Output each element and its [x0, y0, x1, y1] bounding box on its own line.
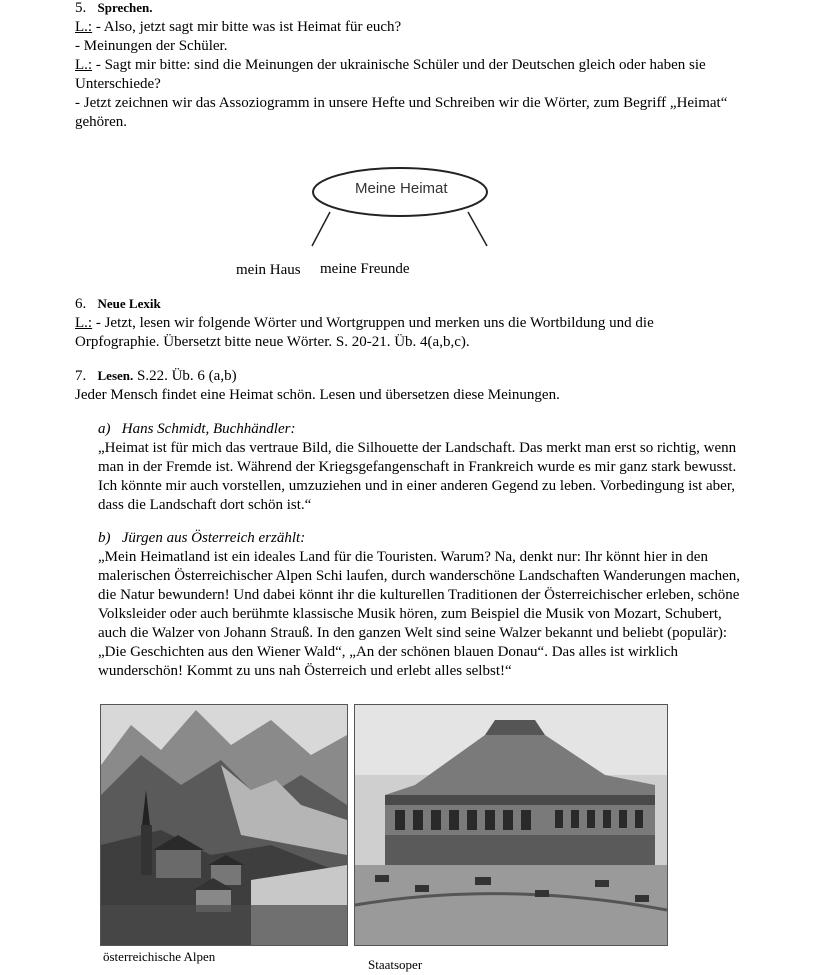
diagram-line-left	[312, 212, 330, 246]
staatsoper-photo	[354, 704, 668, 946]
association-diagram	[300, 160, 500, 255]
diagram-right-label: meine Freunde	[320, 261, 410, 277]
section-6-line-1: L.: - Jetzt, lesen wir folgende Wörter und Wortgruppen und merken uns die Wortbildung und die	[75, 315, 654, 331]
opinion-b-line-3: die Natur bewundern! Und dabei könnt ihr die kulturellen Traditionen der Österreichischer erleben, schöne	[98, 587, 740, 603]
section-5-heading	[75, 0, 153, 18]
opinion-b-line-1: „Mein Heimatland ist ein ideales Land für die Touristen. Warum? Na, denkt nur: Ihr könnt hier in den	[98, 549, 708, 565]
teacher-label: L.:	[75, 57, 93, 73]
section-5-line-5: - Jetzt zeichnen wir das Assoziogramm in unsere Hefte und Schreiben wir die Wörter, zum Begriff „Heimat“	[75, 95, 728, 111]
opinion-a-heading: a) Hans Schmidt, Buchhändler:	[98, 421, 296, 437]
section-7-intro: Jeder Mensch findet eine Heimat schön. Lesen und übersetzen diese Meinungen.	[75, 387, 560, 403]
diagram-left-label: mein Haus	[236, 262, 301, 278]
section-6-title: Neue Lexik	[97, 296, 161, 311]
opinion-b-line-7: wunderschön! Kommt zu uns nah Österreich und erlebt alles selbst!“	[98, 663, 512, 679]
section-5-title: Sprechen.	[97, 0, 153, 15]
opinion-b-line-6: „Die Geschichten aus den Wiener Wald“, „An der schönen blauen Donau“. Das alles ist wirklich	[98, 644, 678, 660]
opinion-b-heading: b) Jürgen aus Österreich erzählt:	[98, 530, 306, 546]
diagram-center-label: Meine Heimat	[355, 180, 448, 197]
section-6-heading	[75, 294, 161, 314]
section-7-heading	[75, 366, 237, 386]
section-7-title: Lesen.	[97, 368, 134, 383]
caption-staatsoper: Staatsoper	[368, 957, 423, 972]
opinion-b-line-4: Volksleider oder auch berühmte klassische Musik hören, zum Beispiel die Musik von Mozart, Schubert,	[98, 606, 722, 622]
opinion-b-line-2: malerischen Österreichischer Alpen Schi laufen, durch wanderschöne Landschaften Wanderungen machen,	[98, 568, 741, 584]
alps-photo	[100, 704, 348, 946]
opinion-a-line-4: dass die Landschaft dort schön ist.“	[98, 497, 312, 513]
teacher-label: L.:	[75, 315, 93, 331]
section-6-number: 6.	[75, 296, 87, 312]
section-5-line-6: gehören.	[75, 114, 128, 130]
caption-alps: österreichische Alpen	[103, 949, 216, 964]
section-5-line-3: L.: - Sagt mir bitte: sind die Meinungen der ukrainische Schüler und der Deutschen gleich oder haben sie	[75, 57, 706, 73]
section-5-line-1: L.: - Also, jetzt sagt mir bitte was ist Heimat für euch?	[75, 19, 402, 35]
section-5-line-4: Unterschiede?	[75, 76, 161, 92]
section-5-number: 5.	[75, 0, 87, 16]
opinion-b-line-5: auch die Walzer von Johann Strauß. In den ganzen Welt sind seine Walzer bekannt und beliebt (populär):	[98, 625, 728, 641]
opinion-a-line-2: man in der Fremde ist. Während der Kriegsgefangenschaft in Frankreich wurde es mir ganz stark bewusst.	[98, 459, 737, 475]
section-7-number: 7.	[75, 368, 87, 384]
diagram-line-right	[468, 212, 487, 246]
teacher-label: L.:	[75, 19, 93, 35]
section-7-reference: S.22. Üb. 6 (a,b)	[133, 368, 237, 384]
section-6-line-2: Orpfographie. Übersetzt bitte neue Wörter. S. 20-21. Üb. 4(a,b,c).	[75, 334, 470, 350]
section-5-line-2: - Meinungen der Schüler.	[75, 38, 228, 54]
opinion-a-line-3: Ich könnte mir auch vorstellen, umzuziehen und in einer anderen Gegend zu leben. Vorbedingung ist aber,	[98, 478, 735, 494]
opinion-a-line-1: „Heimat ist für mich das vertraue Bild, die Silhouette der Landschaft. Das merkt man erst so richtig, wenn	[98, 440, 737, 456]
